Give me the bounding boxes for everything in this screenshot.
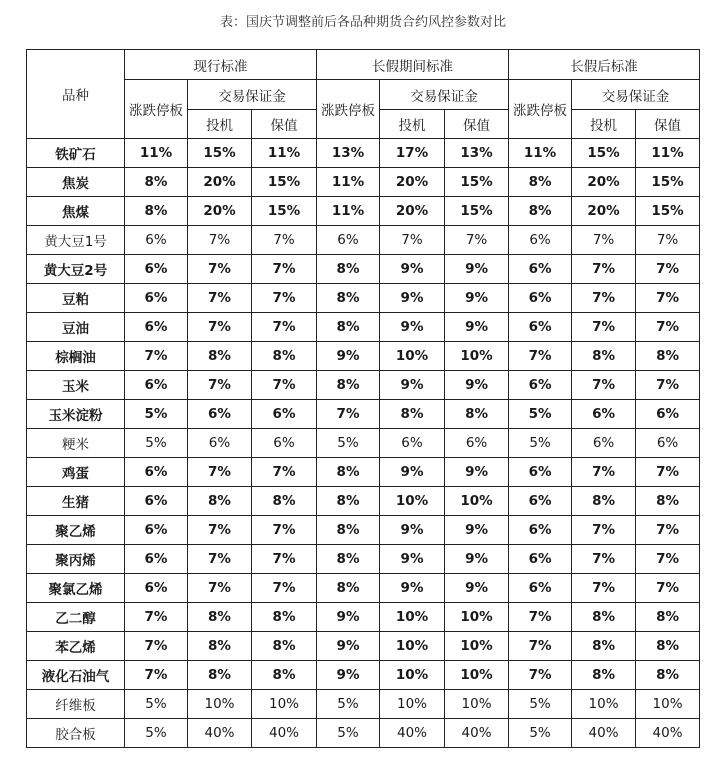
- table-row: [27, 661, 700, 690]
- variety-cell: 粳米: [27, 429, 125, 458]
- value-cell: 6%: [125, 255, 188, 284]
- value-cell: 15%: [445, 197, 509, 226]
- value-cell: 15%: [445, 168, 509, 197]
- limit-header: 涨跌停板: [509, 80, 572, 139]
- value-cell: 40%: [445, 719, 509, 748]
- value-cell: 10%: [380, 342, 445, 371]
- value-cell: 6%: [125, 284, 188, 313]
- header-row-sub: [27, 80, 700, 110]
- value-cell: 8%: [636, 487, 700, 516]
- table-row: [27, 690, 700, 719]
- value-cell: 6%: [252, 400, 317, 429]
- table-row: [27, 516, 700, 545]
- value-cell: 9%: [317, 603, 380, 632]
- value-cell: 7%: [572, 284, 636, 313]
- table-row: [27, 197, 700, 226]
- group-header-after: 长假后标准: [509, 50, 700, 80]
- table-row: [27, 284, 700, 313]
- value-cell: 6%: [509, 284, 572, 313]
- value-cell: 6%: [509, 487, 572, 516]
- hedge-header: 保值: [252, 110, 317, 139]
- value-cell: 8%: [125, 168, 188, 197]
- value-cell: 8%: [252, 603, 317, 632]
- group-header-current: 现行标准: [125, 50, 317, 80]
- value-cell: 7%: [636, 458, 700, 487]
- value-cell: 7%: [572, 371, 636, 400]
- table-row: [27, 226, 700, 255]
- value-cell: 9%: [380, 284, 445, 313]
- value-cell: 8%: [317, 255, 380, 284]
- value-cell: 20%: [188, 168, 252, 197]
- value-cell: 6%: [509, 516, 572, 545]
- value-cell: 6%: [509, 371, 572, 400]
- value-cell: 6%: [636, 400, 700, 429]
- value-cell: 8%: [445, 400, 509, 429]
- value-cell: 40%: [380, 719, 445, 748]
- margin-header: 交易保证金: [188, 80, 317, 110]
- limit-header: 涨跌停板: [125, 80, 188, 139]
- table-row: [27, 429, 700, 458]
- value-cell: 10%: [636, 690, 700, 719]
- value-cell: 5%: [317, 690, 380, 719]
- value-cell: 8%: [572, 632, 636, 661]
- value-cell: 20%: [572, 168, 636, 197]
- variety-cell: 玉米: [27, 371, 125, 400]
- variety-cell: 鸡蛋: [27, 458, 125, 487]
- value-cell: 7%: [636, 313, 700, 342]
- value-cell: 10%: [188, 690, 252, 719]
- variety-cell: 豆粕: [27, 284, 125, 313]
- value-cell: 7%: [509, 603, 572, 632]
- value-cell: 15%: [252, 168, 317, 197]
- value-cell: 8%: [188, 342, 252, 371]
- value-cell: 6%: [509, 226, 572, 255]
- value-cell: 15%: [572, 139, 636, 168]
- value-cell: 8%: [317, 574, 380, 603]
- variety-cell: 焦煤: [27, 197, 125, 226]
- value-cell: 7%: [572, 545, 636, 574]
- value-cell: 11%: [509, 139, 572, 168]
- value-cell: 7%: [252, 255, 317, 284]
- table-row: [27, 632, 700, 661]
- value-cell: 9%: [380, 313, 445, 342]
- value-cell: 6%: [125, 371, 188, 400]
- value-cell: 7%: [636, 226, 700, 255]
- value-cell: 7%: [636, 574, 700, 603]
- value-cell: 20%: [380, 197, 445, 226]
- value-cell: 6%: [572, 400, 636, 429]
- value-cell: 9%: [445, 516, 509, 545]
- speculative-header: 投机: [572, 110, 636, 139]
- variety-cell: 玉米淀粉: [27, 400, 125, 429]
- table-caption: 表：国庆节调整前后各品种期货合约风控参数对比: [219, 15, 506, 30]
- table-row: [27, 313, 700, 342]
- value-cell: 7%: [572, 574, 636, 603]
- value-cell: 10%: [445, 487, 509, 516]
- table-row: [27, 255, 700, 284]
- value-cell: 7%: [509, 342, 572, 371]
- value-cell: 6%: [509, 545, 572, 574]
- value-cell: 5%: [125, 719, 188, 748]
- variety-cell: 苯乙烯: [27, 632, 125, 661]
- value-cell: 8%: [125, 197, 188, 226]
- value-cell: 8%: [188, 487, 252, 516]
- value-cell: 7%: [636, 545, 700, 574]
- value-cell: 8%: [572, 661, 636, 690]
- value-cell: 8%: [252, 487, 317, 516]
- table-row: [27, 719, 700, 748]
- value-cell: 7%: [252, 574, 317, 603]
- value-cell: 8%: [380, 400, 445, 429]
- value-cell: 5%: [125, 690, 188, 719]
- value-cell: 11%: [317, 197, 380, 226]
- value-cell: 17%: [380, 139, 445, 168]
- value-cell: 7%: [188, 516, 252, 545]
- value-cell: 13%: [317, 139, 380, 168]
- value-cell: 5%: [317, 719, 380, 748]
- value-cell: 5%: [125, 400, 188, 429]
- value-cell: 9%: [445, 284, 509, 313]
- value-cell: 10%: [380, 603, 445, 632]
- value-cell: 7%: [636, 516, 700, 545]
- variety-cell: 胶合板: [27, 719, 125, 748]
- value-cell: 8%: [572, 603, 636, 632]
- variety-cell: 纤维板: [27, 690, 125, 719]
- limit-header: 涨跌停板: [317, 80, 380, 139]
- table-row: [27, 400, 700, 429]
- value-cell: 9%: [380, 458, 445, 487]
- table-row: [27, 545, 700, 574]
- value-cell: 6%: [125, 458, 188, 487]
- value-cell: 8%: [252, 661, 317, 690]
- value-cell: 15%: [636, 197, 700, 226]
- value-cell: 8%: [188, 661, 252, 690]
- table-row: [27, 487, 700, 516]
- risk-parameters-table: [26, 49, 700, 748]
- value-cell: 7%: [445, 226, 509, 255]
- value-cell: 7%: [188, 226, 252, 255]
- value-cell: 5%: [509, 400, 572, 429]
- variety-cell: 铁矿石: [27, 139, 125, 168]
- variety-cell: 棕榈油: [27, 342, 125, 371]
- value-cell: 10%: [445, 632, 509, 661]
- hedge-header: 保值: [636, 110, 700, 139]
- value-cell: 10%: [445, 690, 509, 719]
- value-cell: 40%: [188, 719, 252, 748]
- value-cell: 7%: [636, 255, 700, 284]
- value-cell: 6%: [125, 574, 188, 603]
- value-cell: 7%: [317, 400, 380, 429]
- value-cell: 10%: [380, 487, 445, 516]
- value-cell: 6%: [509, 458, 572, 487]
- variety-cell: 黄大豆2号: [27, 255, 125, 284]
- value-cell: 9%: [317, 342, 380, 371]
- value-cell: 7%: [572, 226, 636, 255]
- value-cell: 6%: [509, 574, 572, 603]
- value-cell: 9%: [445, 371, 509, 400]
- value-cell: 6%: [125, 226, 188, 255]
- value-cell: 9%: [445, 255, 509, 284]
- value-cell: 6%: [125, 313, 188, 342]
- table-row: [27, 574, 700, 603]
- value-cell: 9%: [380, 371, 445, 400]
- value-cell: 40%: [636, 719, 700, 748]
- value-cell: 6%: [125, 516, 188, 545]
- value-cell: 10%: [445, 603, 509, 632]
- value-cell: 7%: [252, 545, 317, 574]
- value-cell: 6%: [125, 487, 188, 516]
- value-cell: 8%: [317, 516, 380, 545]
- table-row: [27, 603, 700, 632]
- value-cell: 6%: [445, 429, 509, 458]
- variety-cell: 豆油: [27, 313, 125, 342]
- value-cell: 8%: [636, 661, 700, 690]
- value-cell: 5%: [509, 719, 572, 748]
- table-body: [27, 139, 700, 748]
- value-cell: 7%: [125, 342, 188, 371]
- value-cell: 9%: [380, 545, 445, 574]
- value-cell: 8%: [317, 371, 380, 400]
- value-cell: 10%: [445, 661, 509, 690]
- value-cell: 10%: [380, 690, 445, 719]
- group-header-holiday: 长假期间标准: [317, 50, 509, 80]
- variety-cell: 聚丙烯: [27, 545, 125, 574]
- value-cell: 7%: [125, 603, 188, 632]
- margin-header: 交易保证金: [572, 80, 700, 110]
- value-cell: 8%: [636, 342, 700, 371]
- value-cell: 8%: [572, 342, 636, 371]
- value-cell: 8%: [509, 197, 572, 226]
- variety-cell: 聚氯乙烯: [27, 574, 125, 603]
- value-cell: 6%: [572, 429, 636, 458]
- value-cell: 9%: [317, 661, 380, 690]
- value-cell: 8%: [317, 545, 380, 574]
- value-cell: 7%: [252, 371, 317, 400]
- value-cell: 7%: [509, 632, 572, 661]
- value-cell: 6%: [188, 400, 252, 429]
- table-row: [27, 139, 700, 168]
- value-cell: 6%: [380, 429, 445, 458]
- value-cell: 8%: [188, 603, 252, 632]
- value-cell: 8%: [509, 168, 572, 197]
- value-cell: 6%: [509, 313, 572, 342]
- value-cell: 5%: [509, 429, 572, 458]
- variety-cell: 乙二醇: [27, 603, 125, 632]
- value-cell: 7%: [252, 226, 317, 255]
- variety-cell: 黄大豆1号: [27, 226, 125, 255]
- value-cell: 9%: [445, 313, 509, 342]
- value-cell: 7%: [636, 284, 700, 313]
- value-cell: 8%: [636, 632, 700, 661]
- value-cell: 7%: [572, 516, 636, 545]
- value-cell: 8%: [572, 487, 636, 516]
- value-cell: 10%: [445, 342, 509, 371]
- value-cell: 8%: [252, 632, 317, 661]
- value-cell: 7%: [380, 226, 445, 255]
- value-cell: 7%: [125, 661, 188, 690]
- value-cell: 7%: [188, 371, 252, 400]
- table-row: [27, 458, 700, 487]
- variety-cell: 焦炭: [27, 168, 125, 197]
- margin-header: 交易保证金: [380, 80, 509, 110]
- value-cell: 8%: [252, 342, 317, 371]
- value-cell: 6%: [188, 429, 252, 458]
- value-cell: 13%: [445, 139, 509, 168]
- variety-cell: 生猪: [27, 487, 125, 516]
- value-cell: 7%: [252, 458, 317, 487]
- value-cell: 7%: [636, 371, 700, 400]
- value-cell: 11%: [125, 139, 188, 168]
- value-cell: 7%: [188, 574, 252, 603]
- value-cell: 10%: [380, 661, 445, 690]
- value-cell: 9%: [380, 574, 445, 603]
- value-cell: 8%: [317, 313, 380, 342]
- value-cell: 9%: [380, 516, 445, 545]
- value-cell: 6%: [252, 429, 317, 458]
- variety-header: 品种: [27, 50, 125, 139]
- speculative-header: 投机: [188, 110, 252, 139]
- value-cell: 7%: [188, 255, 252, 284]
- value-cell: 20%: [572, 197, 636, 226]
- value-cell: 11%: [636, 139, 700, 168]
- value-cell: 9%: [445, 458, 509, 487]
- table-row: [27, 371, 700, 400]
- value-cell: 7%: [188, 545, 252, 574]
- table-row: [27, 342, 700, 371]
- value-cell: 8%: [317, 487, 380, 516]
- value-cell: 9%: [317, 632, 380, 661]
- value-cell: 7%: [509, 661, 572, 690]
- value-cell: 15%: [636, 168, 700, 197]
- value-cell: 7%: [188, 284, 252, 313]
- table-row: [27, 168, 700, 197]
- variety-cell: 液化石油气: [27, 661, 125, 690]
- value-cell: 7%: [572, 255, 636, 284]
- value-cell: 8%: [636, 603, 700, 632]
- value-cell: 8%: [317, 284, 380, 313]
- value-cell: 8%: [317, 458, 380, 487]
- value-cell: 15%: [252, 197, 317, 226]
- value-cell: 7%: [572, 313, 636, 342]
- value-cell: 40%: [572, 719, 636, 748]
- value-cell: 7%: [125, 632, 188, 661]
- value-cell: 7%: [252, 313, 317, 342]
- value-cell: 8%: [188, 632, 252, 661]
- value-cell: 10%: [252, 690, 317, 719]
- value-cell: 9%: [445, 574, 509, 603]
- value-cell: 7%: [188, 313, 252, 342]
- value-cell: 10%: [380, 632, 445, 661]
- value-cell: 5%: [317, 429, 380, 458]
- value-cell: 7%: [572, 458, 636, 487]
- value-cell: 20%: [380, 168, 445, 197]
- value-cell: 11%: [252, 139, 317, 168]
- value-cell: 6%: [125, 545, 188, 574]
- value-cell: 9%: [380, 255, 445, 284]
- value-cell: 6%: [636, 429, 700, 458]
- value-cell: 6%: [317, 226, 380, 255]
- value-cell: 40%: [252, 719, 317, 748]
- value-cell: 10%: [572, 690, 636, 719]
- value-cell: 11%: [317, 168, 380, 197]
- value-cell: 7%: [252, 284, 317, 313]
- value-cell: 6%: [509, 255, 572, 284]
- header-row-groups: [27, 50, 700, 80]
- hedge-header: 保值: [445, 110, 509, 139]
- value-cell: 20%: [188, 197, 252, 226]
- value-cell: 9%: [445, 545, 509, 574]
- value-cell: 7%: [252, 516, 317, 545]
- value-cell: 5%: [509, 690, 572, 719]
- speculative-header: 投机: [380, 110, 445, 139]
- value-cell: 5%: [125, 429, 188, 458]
- value-cell: 7%: [188, 458, 252, 487]
- variety-cell: 聚乙烯: [27, 516, 125, 545]
- value-cell: 15%: [188, 139, 252, 168]
